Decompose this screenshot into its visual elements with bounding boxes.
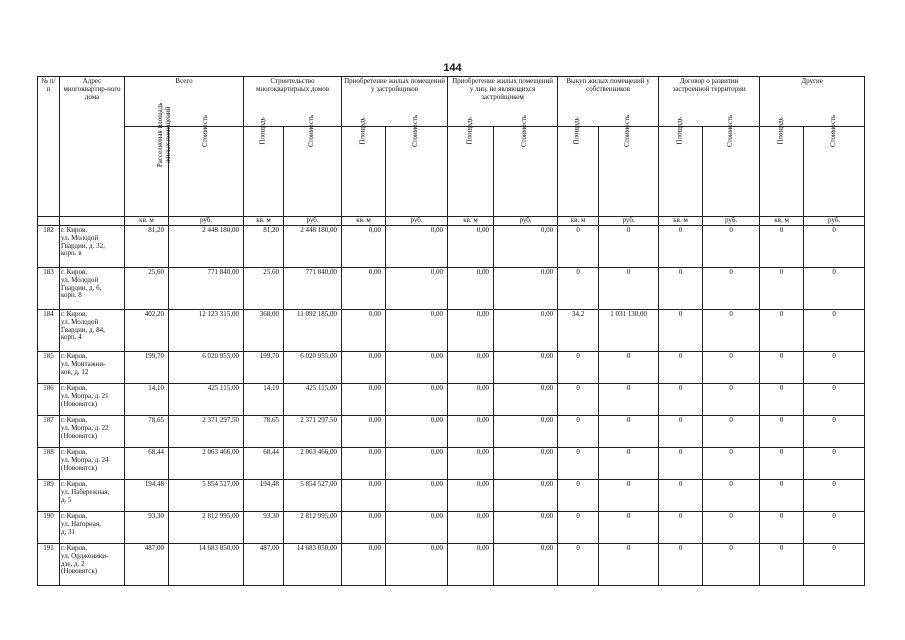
sub-header [703,114,760,217]
area-cell: 0 [558,480,599,512]
area-cell: 81,20 [244,226,284,268]
cost-cell: 0 [804,384,865,416]
cost-cell: 0 [703,226,760,268]
area-cell: 0,00 [342,480,386,512]
cost-cell: 2 448 180,00 [169,226,244,268]
table-body [38,226,865,586]
cost-cell: 2 063 466,00 [284,448,342,480]
cost-cell: 0,00 [494,448,558,480]
area-cell: 0,00 [448,226,494,268]
cost-cell: 11 092 185,00 [284,310,342,352]
area-cell: 0 [558,384,599,416]
area-cell: 0 [659,352,703,384]
sub-header [494,114,558,217]
table-header [38,77,865,226]
sub-header-label: Площадь [675,117,684,145]
cost-cell: 0 [703,480,760,512]
area-cell: 0 [558,416,599,448]
cost-cell: 0 [703,448,760,480]
sub-header [244,117,284,217]
unit-cell: кв. м [125,217,169,226]
area-cell: 0 [659,384,703,416]
cost-cell: 0,00 [386,310,448,352]
area-cell: 0,00 [448,268,494,310]
cost-cell: 14 683 050,00 [169,544,244,586]
sub-header-label: Стоимость [829,114,838,148]
address-cell: г. Киров, ул. Молодой Гвардии, д. 32, корп. в [60,226,125,268]
area-cell: 0 [760,384,804,416]
area-cell: 78,65 [125,416,169,448]
area-cell: 0 [659,544,703,586]
header-group-buyout: Выкуп жилых помещений у собственников [558,77,659,127]
address-cell: г. Киров, ул. Нагорная, д. 31 [60,512,125,544]
address-cell: г. Киров, ул. Набережная, д. 5 [60,480,125,512]
area-cell: 0 [760,448,804,480]
address-cell: г. Киров, ул. Молодой Гвардии, д. 84, корп. 4 [60,310,125,352]
table-row [38,268,865,310]
cost-cell: 0,00 [494,268,558,310]
cost-cell: 0,00 [494,352,558,384]
cost-cell: 0,00 [386,480,448,512]
cost-cell: 0 [804,544,865,586]
header-group-total: Всего [125,77,244,127]
units-spacer [60,217,125,226]
sub-header [169,114,244,217]
cost-cell: 2 371 297,50 [284,416,342,448]
cost-cell: 0 [804,448,865,480]
area-cell: 0 [760,226,804,268]
area-cell: 0,00 [342,384,386,416]
row-number-cell: 186 [38,384,60,416]
sub-header-label: Стоимость [307,114,316,148]
address-cell: г. Киров, ул. Мопра, д. 21 (Нововятск) [60,384,125,416]
unit-cell: руб. [599,217,659,226]
area-cell: 0 [659,310,703,352]
area-cell: 0,00 [342,226,386,268]
cost-cell: 2 371 297,50 [169,416,244,448]
row-number-cell: 187 [38,416,60,448]
row-number-cell: 188 [38,448,60,480]
unit-cell: руб. [169,217,244,226]
cost-cell: 14 683 050,00 [284,544,342,586]
cost-cell: 6 020 955,00 [169,352,244,384]
cost-cell: 0 [703,268,760,310]
cost-cell: 0 [599,512,659,544]
table-row [38,226,865,268]
area-cell: 0 [558,268,599,310]
cost-cell: 0,00 [494,384,558,416]
cost-cell: 2 063 466,00 [169,448,244,480]
area-cell: 68,44 [125,448,169,480]
area-cell: 0,00 [448,384,494,416]
area-cell: 0 [659,480,703,512]
resettlement-table [37,76,865,586]
sub-header-label: Стоимость [201,114,210,148]
area-cell: 402,20 [125,310,169,352]
sub-header [342,117,386,217]
cost-cell: 0 [599,416,659,448]
cost-cell: 0 [599,352,659,384]
area-cell: 0,00 [342,352,386,384]
area-cell: 487,00 [244,544,284,586]
cost-cell: 0 [703,416,760,448]
area-cell: 0 [659,512,703,544]
area-cell: 0,00 [342,416,386,448]
sub-header [284,114,342,217]
area-cell: 194,48 [125,480,169,512]
table-row [38,310,865,352]
area-cell: 0,00 [448,416,494,448]
area-cell: 14,10 [125,384,169,416]
cost-cell: 0,00 [494,226,558,268]
area-cell: 0 [659,226,703,268]
units-spacer [38,217,60,226]
cost-cell: 0 [599,448,659,480]
area-cell: 0,00 [342,512,386,544]
cost-cell: 2 812 995,00 [284,512,342,544]
sub-header-label: Площадь [465,117,474,145]
area-cell: 0 [760,416,804,448]
area-cell: 0,00 [448,544,494,586]
address-cell: г. Киров, ул. Монтажни- ков, д. 12 [60,352,125,384]
area-cell: 199,70 [244,352,284,384]
table-row [38,352,865,384]
sub-header [760,117,804,217]
area-cell: 93,30 [125,512,169,544]
header-group-development-contract: Договор о развитии застроенной территории [659,77,760,127]
cost-cell: 0,00 [386,512,448,544]
unit-cell: руб. [386,217,448,226]
cost-cell: 12 123 315,00 [169,310,244,352]
cost-cell: 0,00 [494,310,558,352]
header-address: Адрес многоквартир-ного дома [60,77,125,217]
cost-cell: 0 [804,226,865,268]
cost-cell: 0 [599,544,659,586]
header-group-purchase-developers: Приобретение жилых помещений у застройщиков [342,77,448,127]
cost-cell: 771 840,00 [169,268,244,310]
row-number-cell: 184 [38,310,60,352]
row-number-cell: 190 [38,512,60,544]
cost-cell: 6 020 955,00 [284,352,342,384]
address-cell: г. Киров, ул. Орджоники- дзе, д. 2 (Нововятск) [60,544,125,586]
cost-cell: 0,00 [386,268,448,310]
sub-header [659,117,703,217]
cost-cell: 0 [804,512,865,544]
unit-cell: руб. [703,217,760,226]
cost-cell: 0 [703,352,760,384]
cost-cell: 2 448 180,00 [284,226,342,268]
area-cell: 0 [659,268,703,310]
area-cell: 34,2 [558,310,599,352]
area-cell: 0 [760,268,804,310]
row-number-cell: 191 [38,544,60,586]
cost-cell: 0 [703,310,760,352]
sub-header [558,117,599,217]
area-cell: 78,65 [244,416,284,448]
cost-cell: 0,00 [494,416,558,448]
cost-cell: 0,00 [386,226,448,268]
table-row [38,544,865,586]
area-cell: 487,00 [125,544,169,586]
area-cell: 0,00 [342,448,386,480]
area-cell: 25,60 [244,268,284,310]
area-cell: 14,10 [244,384,284,416]
unit-cell: кв. м [760,217,804,226]
unit-cell: руб. [494,217,558,226]
sub-header-label: Стоимость [726,114,735,148]
area-cell: 0 [558,544,599,586]
cost-cell: 0 [804,416,865,448]
sub-header-label: Стоимость [411,114,420,148]
sub-header-label: Стоимость [520,114,529,148]
cost-cell: 0,00 [386,544,448,586]
cost-cell: 0 [599,480,659,512]
area-cell: 0 [760,544,804,586]
sub-header [448,117,494,217]
area-cell: 0,00 [342,268,386,310]
area-cell: 0,00 [448,512,494,544]
area-cell: 25,60 [125,268,169,310]
address-cell: г. Киров, ул. Молодой Гвардии, д. 6, корп. 8 [60,268,125,310]
unit-cell: кв. м [558,217,599,226]
area-cell: 194,48 [244,480,284,512]
cost-cell: 0 [599,268,659,310]
unit-cell: кв. м [342,217,386,226]
cost-cell: 425 115,00 [169,384,244,416]
units-row [38,217,865,226]
header-group-other: Другие [760,77,865,127]
sub-header-label: Площадь [258,117,267,145]
cost-cell: 0 [804,310,865,352]
area-cell: 0 [659,416,703,448]
cost-cell: 1 031 130,00 [599,310,659,352]
row-number-cell: 182 [38,226,60,268]
area-cell: 0 [760,352,804,384]
cost-cell: 5 854 527,00 [169,480,244,512]
cost-cell: 0,00 [386,352,448,384]
area-cell: 93,30 [244,512,284,544]
table-row [38,416,865,448]
area-cell: 0 [558,352,599,384]
row-number-cell: 183 [38,268,60,310]
sub-header-label: Стоимость [623,114,632,148]
sub-header [125,102,172,217]
header-sub-row [38,127,865,217]
row-number-cell: 189 [38,480,60,512]
cost-cell: 771 840,00 [284,268,342,310]
row-number-cell: 185 [38,352,60,384]
header-group-construction: Строительство многоквартирных домов [244,77,342,127]
area-cell: 0,00 [448,352,494,384]
page-number: 144 [443,62,462,74]
address-cell: г. Киров, ул. Мопра, д. 22 (Нововятск) [60,416,125,448]
area-cell: 0 [760,480,804,512]
table-row [38,480,865,512]
cost-cell: 2 812 995,00 [169,512,244,544]
area-cell: 0 [760,310,804,352]
unit-cell: кв. м [448,217,494,226]
unit-cell: руб. [804,217,865,226]
table-row [38,512,865,544]
cost-cell: 5 854 527,00 [284,480,342,512]
unit-cell: кв. м [244,217,284,226]
table-row [38,448,865,480]
area-cell: 81,20 [125,226,169,268]
area-cell: 0 [659,448,703,480]
unit-cell: кв. м [659,217,703,226]
area-cell: 0,00 [448,310,494,352]
area-cell: 0 [558,512,599,544]
cost-cell: 0 [703,544,760,586]
header-num: № п/п [38,77,60,217]
header-group-purchase-non-developers: Приобретение жилых помещений у лиц, не являющихся застройщиком [448,77,558,127]
cost-cell: 0 [703,512,760,544]
cost-cell: 0 [599,226,659,268]
area-cell: 0,00 [448,448,494,480]
sub-header-label: Площадь [358,117,367,145]
sub-header [386,114,448,217]
cost-cell: 0 [703,384,760,416]
area-cell: 0,00 [448,480,494,512]
cost-cell: 425 115,00 [284,384,342,416]
cost-cell: 0,00 [386,448,448,480]
cost-cell: 0 [599,384,659,416]
sub-header [804,114,865,217]
cost-cell: 0 [804,268,865,310]
table-row [38,384,865,416]
sub-header [599,114,659,217]
area-cell: 68,44 [244,448,284,480]
address-cell: г. Киров, ул. Мопра, д. 24 (Нововятск) [60,448,125,480]
unit-cell: руб. [284,217,342,226]
area-cell: 0 [558,448,599,480]
area-cell: 0 [558,226,599,268]
area-cell: 199,70 [125,352,169,384]
sub-header-label: Площадь [776,117,785,145]
area-cell: 0,00 [342,544,386,586]
cost-cell: 0 [804,352,865,384]
cost-cell: 0,00 [494,480,558,512]
cost-cell: 0,00 [494,544,558,586]
area-cell: 0,00 [342,310,386,352]
cost-cell: 0,00 [386,384,448,416]
cost-cell: 0 [804,480,865,512]
area-cell: 0 [760,512,804,544]
cost-cell: 0,00 [386,416,448,448]
area-cell: 368,00 [244,310,284,352]
sub-header-label: Расселяемая площадь жилых помещений [156,102,172,168]
sub-header-label: Площадь [573,117,582,145]
cost-cell: 0,00 [494,512,558,544]
